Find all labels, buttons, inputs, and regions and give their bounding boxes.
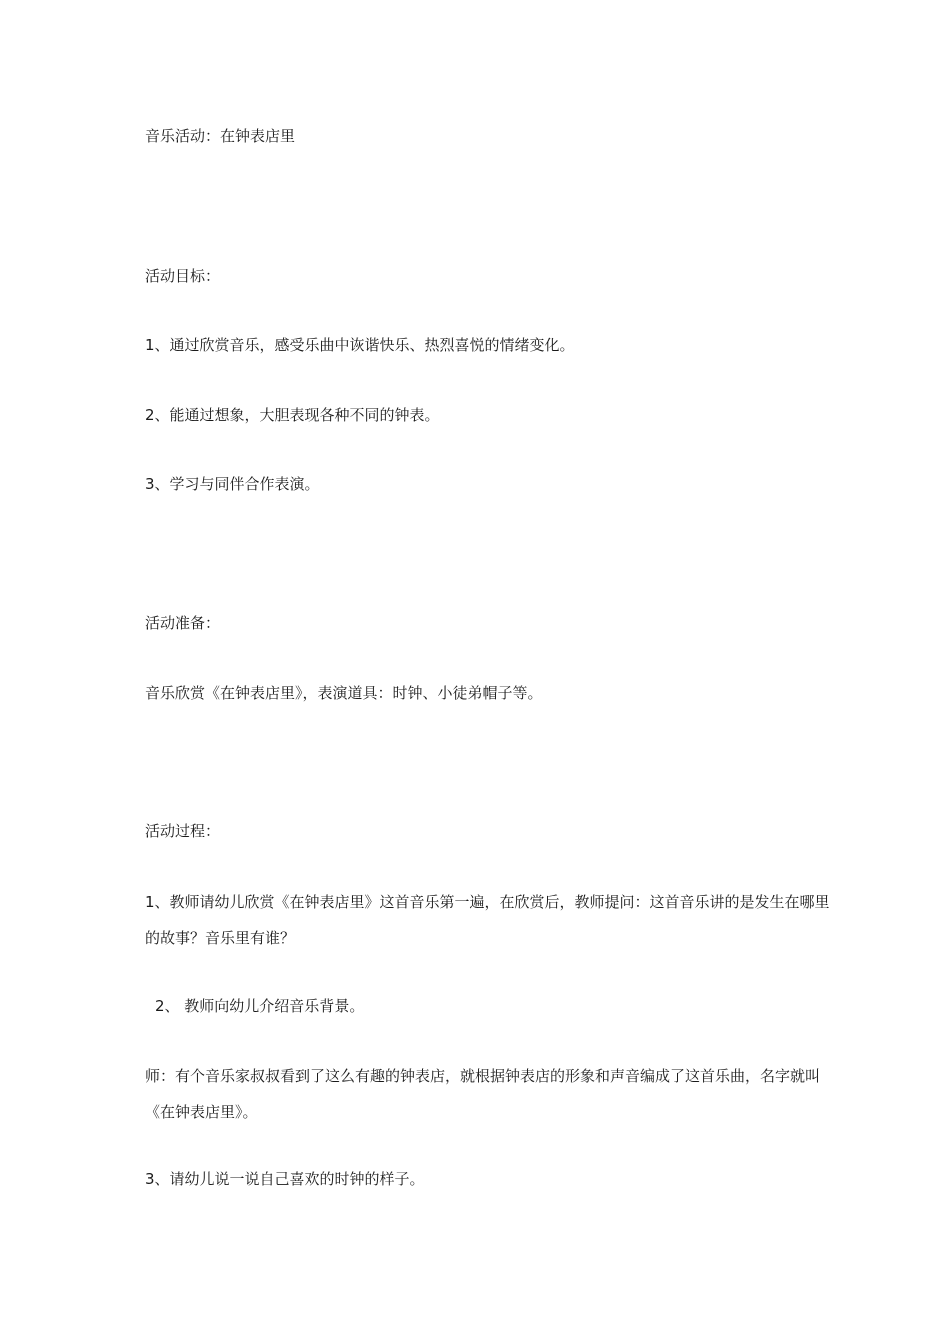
goal-item-2: 2、能通过想象，大胆表现各种不同的钟表。 (145, 406, 440, 424)
goals-heading: 活动目标： (145, 267, 221, 285)
goal-item-1: 1、通过欣赏音乐，感受乐曲中诙谐快乐、热烈喜悦的情绪变化。 (145, 336, 575, 354)
goal-item-3: 3、学习与同伴合作表演。 (145, 475, 320, 493)
document-title: 音乐活动：在钟表店里 (145, 127, 296, 145)
preparation-text: 音乐欣赏《在钟表店里》，表演道具：时钟、小徒弟帽子等。 (145, 684, 543, 702)
teacher-note: 师：有个音乐家叔叔看到了这么有趣的钟表店，就根据钟表店的形象和声音编成了这首乐曲，名字就叫《在钟表店里》。 (145, 1067, 821, 1121)
process-heading: 活动过程： (145, 822, 221, 840)
process-step-3: 3、请幼儿说一说自己喜欢的时钟的样子。 (145, 1170, 425, 1188)
process-step-1: 1、教师请幼儿欣赏《在钟表店里》这首音乐第一遍，在欣赏后，教师提问：这首音乐讲的是发生在哪里的故事？音乐里有谁？ (145, 893, 830, 947)
preparation-heading: 活动准备： (145, 614, 221, 632)
process-step-2: 2、 教师向幼儿介绍音乐背景。 (155, 997, 365, 1015)
